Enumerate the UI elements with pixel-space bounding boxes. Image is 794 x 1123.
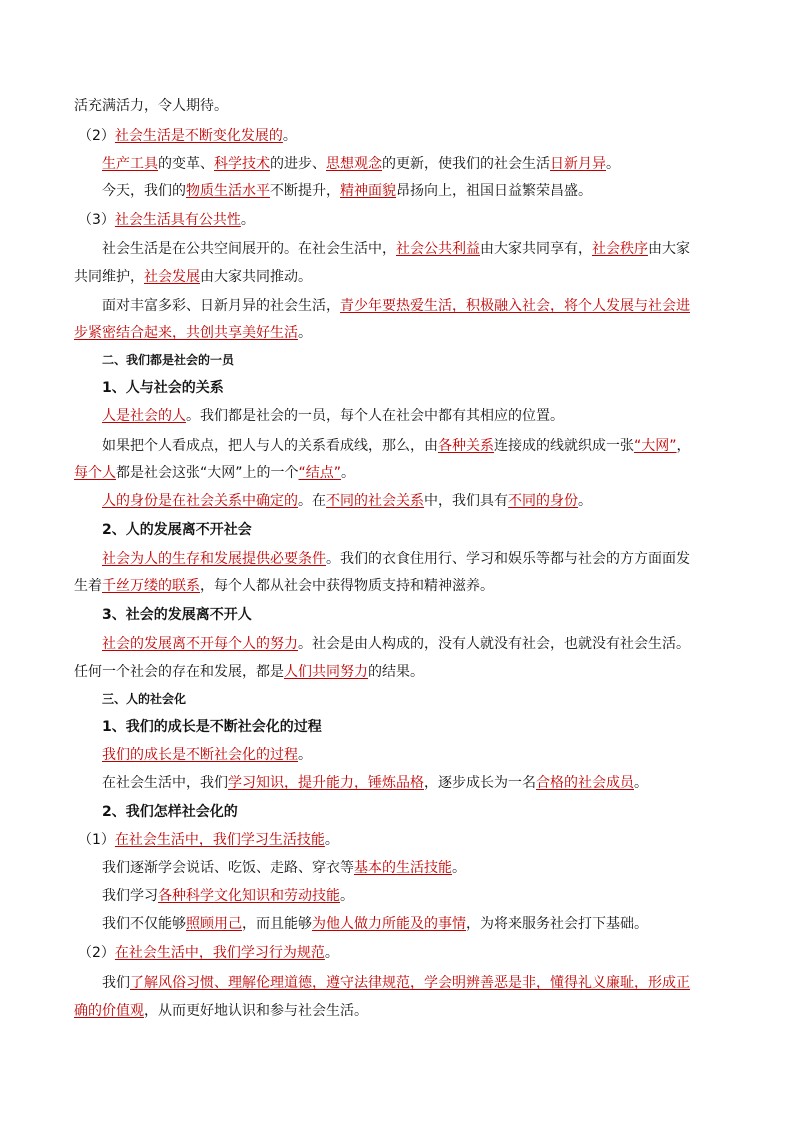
line-27 <box>78 830 734 850</box>
text-run: ，而且能够 <box>242 916 312 932</box>
text-run: 。 <box>298 747 312 763</box>
text-run: 中，我们具有 <box>424 493 508 509</box>
text-run: 连接成的线就织成一张 <box>494 438 634 454</box>
key-term: 物质生活水平 <box>186 183 270 199</box>
text-run: 。 <box>282 128 297 144</box>
text-run: 2、人的发展离不开社会 <box>102 522 252 538</box>
text-run: 。 <box>634 775 648 791</box>
text-run: 由大家共同推动。 <box>200 269 312 285</box>
line-17 <box>102 549 734 569</box>
text-run: 我们不仅能够 <box>102 916 186 932</box>
subheading-4 <box>102 717 734 737</box>
subheading-2 <box>102 520 734 540</box>
key-term: 人的身份是在社会关系中确定的 <box>102 493 298 509</box>
line-6 <box>102 239 734 259</box>
key-term: 基本的生活技能 <box>354 860 452 876</box>
text-run: 3、社会的发展离不开人 <box>102 607 252 623</box>
text-run: （3） <box>78 212 115 228</box>
text-run: 不断提升， <box>270 183 340 199</box>
text-run: 。我们的衣食住用行、学习和娱乐等都与社会的方方面面发 <box>326 551 690 567</box>
key-term: 每个人 <box>74 465 116 481</box>
key-term: 了解风俗习惯、理解伦理道德，遵守法律规范，学会明辨善恶是非，懂得礼义廉耻，形成正 <box>130 975 690 991</box>
line-15 <box>102 491 734 511</box>
text-run: 活充满活力，令人期待。 <box>74 98 228 114</box>
line-30 <box>102 914 734 934</box>
key-term: 青少年要热爱生活，积极融入社会，将个人发展与社会进 <box>340 298 690 314</box>
text-run: 1、我们的成长是不断社会化的过程 <box>102 719 322 735</box>
line-5 <box>78 210 734 230</box>
text-run: 1、人与社会的关系 <box>102 380 224 396</box>
key-term: 生产工具 <box>102 156 158 172</box>
text-run: 三、人的社会化 <box>102 692 187 706</box>
text-run: 。 <box>341 465 356 481</box>
text-run: ，从而更好地认识和参与社会生活。 <box>144 1003 368 1019</box>
line-7 <box>74 267 734 287</box>
key-term: 为他人做力所能及的事情 <box>312 916 466 932</box>
text-run: 共同维护， <box>74 269 144 285</box>
line-4 <box>102 181 734 201</box>
text-run: 如果把个人看成点，把人与人的关系看成线，那么，由 <box>102 438 438 454</box>
subheading-3 <box>102 605 734 625</box>
key-term: 科学技术 <box>214 156 270 172</box>
text-run: 的结果。 <box>368 664 424 680</box>
key-term: 各种科学文化知识和劳动技能 <box>158 888 340 904</box>
key-term: 精神面貌 <box>340 183 396 199</box>
text-run: 我们学习 <box>102 888 158 904</box>
key-term: 社会生活是不断变化发展的 <box>114 128 283 144</box>
text-run: 2、我们怎样社会化的 <box>102 804 238 820</box>
key-term: 不同的社会关系 <box>326 493 424 509</box>
line-9 <box>74 323 734 343</box>
key-term: 日新月异 <box>550 156 606 172</box>
line-20 <box>102 634 734 654</box>
line-28 <box>102 858 734 878</box>
key-term: 思想观念 <box>326 156 382 172</box>
key-term: 我们的成长是不断社会化的过程 <box>102 747 298 763</box>
key-term: 千丝万缕的联系 <box>102 578 200 594</box>
line-3 <box>102 154 734 174</box>
text-run: 任何一个社会的存在和发展，都是 <box>74 664 284 680</box>
text-run: 。 <box>324 832 339 848</box>
text-run: 生着 <box>74 578 102 594</box>
subheading-5 <box>102 802 734 822</box>
text-run: 。 <box>578 493 592 509</box>
key-term: 确的价值观 <box>74 1003 144 1019</box>
text-run: 在社会生活中，我们 <box>102 775 228 791</box>
key-term: “大网” <box>634 438 677 454</box>
key-term: 合格的社会成员 <box>536 775 634 791</box>
text-run: 的进步、 <box>270 156 326 172</box>
key-term: 人是社会的人 <box>102 408 186 424</box>
text-run: ， <box>676 438 691 454</box>
key-term: “结点” <box>298 465 342 481</box>
text-run: 由大家共同享有， <box>480 241 592 257</box>
text-run: 。 <box>298 325 312 341</box>
text-run: 昂扬向上，祖国日益繁荣昌盛。 <box>396 183 592 199</box>
text-run: ，每个人都从社会中获得物质支持和精神滋养。 <box>200 578 494 594</box>
key-term: 不同的身份 <box>508 493 578 509</box>
line-18 <box>74 576 734 596</box>
text-run: 。 <box>452 860 466 876</box>
line-31 <box>78 943 734 963</box>
text-run: 。我们都是社会的一员，每个人在社会中都有其相应的位置。 <box>186 408 564 424</box>
text-run: 社会生活是在公共空间展开的。在社会生活中， <box>102 241 396 257</box>
key-term: 各种关系 <box>438 438 494 454</box>
line-12 <box>102 406 734 426</box>
key-term: 在社会生活中，我们学习生活技能 <box>114 832 325 848</box>
text-run: 。 <box>340 888 354 904</box>
key-term: 社会秩序 <box>592 241 648 257</box>
text-run: （2） <box>78 128 115 144</box>
key-term: 社会生活具有公共性 <box>114 212 241 228</box>
line-1 <box>74 96 734 116</box>
text-run: 都是社会这张“大网”上的一个 <box>116 465 299 481</box>
text-run: 的变革、 <box>158 156 214 172</box>
text-run: ，逐步成长为一名 <box>424 775 536 791</box>
text-run: （1） <box>78 832 115 848</box>
key-term: 学习知识，提升能力，锤炼品格 <box>228 775 424 791</box>
subheading-1 <box>102 378 734 398</box>
key-term: 社会公共利益 <box>396 241 480 257</box>
section-heading-3 <box>102 689 734 709</box>
text-run: 。 <box>240 212 255 228</box>
key-term: 步紧密结合起来，共创共享美好生活 <box>74 325 298 341</box>
key-term: 社会为人的生存和发展提供必要条件 <box>102 551 326 567</box>
text-run: 。在 <box>298 493 326 509</box>
line-33 <box>74 1001 734 1021</box>
text-run: 二、我们都是社会的一员 <box>102 353 235 367</box>
line-21 <box>74 662 734 682</box>
text-run: 我们 <box>102 975 130 991</box>
line-13 <box>102 436 734 456</box>
line-2 <box>78 126 734 146</box>
line-24 <box>102 745 734 765</box>
text-run: 面对丰富多彩、日新月异的社会生活， <box>102 298 340 314</box>
text-run: （2） <box>78 945 115 961</box>
text-run: 。社会是由人构成的，没有人就没有社会，也就没有社会生活。 <box>298 636 690 652</box>
key-term: 照顾用己 <box>186 916 242 932</box>
key-term: 在社会生活中，我们学习行为规范 <box>114 945 325 961</box>
key-term: 社会的发展离不开每个人的努力 <box>102 636 298 652</box>
line-29 <box>102 886 734 906</box>
line-14 <box>74 463 734 483</box>
text-run: 由大家 <box>648 241 690 257</box>
text-run: 的更新，使我们的社会生活 <box>382 156 550 172</box>
text-run: 今天，我们的 <box>102 183 186 199</box>
line-8 <box>102 296 734 316</box>
text-run: ，为将来服务社会打下基础。 <box>466 916 648 932</box>
line-32 <box>102 973 734 993</box>
text-run: 。 <box>324 945 339 961</box>
line-25 <box>102 773 734 793</box>
key-term: 社会发展 <box>144 269 200 285</box>
text-run: 。 <box>606 156 620 172</box>
section-heading-2 <box>102 350 734 370</box>
key-term: 人们共同努力 <box>284 664 368 680</box>
text-run: 我们逐渐学会说话、吃饭、走路、穿衣等 <box>102 860 354 876</box>
